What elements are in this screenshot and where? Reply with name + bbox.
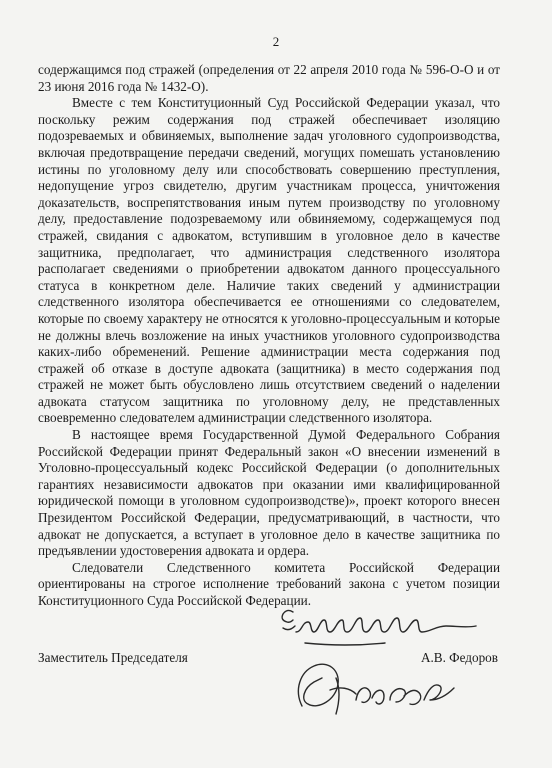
signer-title: Заместитель Председателя	[38, 650, 188, 665]
letter-body	[38, 62, 500, 610]
paragraph-investigators: Следователи Следственного комитета Российской Федерации ориентированы на строгое исполнение требований закона с учетом позиции Конституционного Суда Российской Федерации.	[38, 559, 500, 608]
signature-block	[38, 650, 500, 668]
signer-name: А.В. Федоров	[420, 650, 498, 665]
paragraph-constitutional-court: Вместе с тем Конституционный Суд Российской Федерации указал, что поскольку режим содержания под стражей обеспечивает изоляцию подозреваемых и обвиняемых, выполнение задач уголовного судопроизводства, включая предотвращение передачи сведений, могущих помешать установлению истины по уголовному делу или способствовать совершению преступления, недопущение угроз свидетелю, другим участникам процесса, уничтожения доказательств, воспрепятствования иным путем производству по уголовному делу, предоставление подозреваемому или обвиняемому, содержащемуся под стражей, свидания с адвокатом, вступившим в уголовное дело в качестве защитника, предполагает, что администрация следственного изолятора располагает сведениями о приобретении адвокатом данного процессуального статуса в конкретном деле. Наличие таких сведений у администрации следственного изолятора обеспечивается ее отношениями со следователем, которые по своему характеру не относятся к уголовно-процессуальным и которые не должны влечь возложение на иных участников уголовного судопроизводства каких-либо обременений. Решение администрации места содержания под стражей об отказе в доступе адвоката (защитника) в место содержания под стражей не может быть обусловлено лишь отсутствием сведений о наделении адвоката статусом защитника по уголовному делу, не представленных своевременно следователем администрации следственного изолятора.	[38, 95, 500, 426]
paragraph-continuation: содержащимся под стражей (определения от 22 апреля 2010 года № 596-О-О и от 23 июня 2016 года № 1432-О).	[38, 62, 500, 94]
page-number: 2	[272, 34, 280, 49]
paragraph-federal-law: В настоящее время Государственной Думой Федерального Собрания Российской Федерации принят Федеральный закон «О внесении изменений в Уголовно-процессуальный кодекс Российской Федерации (о дополнительных гарантиях независимости адвокатов при оказании ими квалифицированной юридической помощи в уголовном судопроизводстве)», проект которого внесен Президентом Российской Федерации, предусматривающий, в частности, что адвокат не допускается, а вступает в уголовное дело в качестве защитника по предъявлении удостоверения адвоката и ордера.	[38, 427, 500, 559]
